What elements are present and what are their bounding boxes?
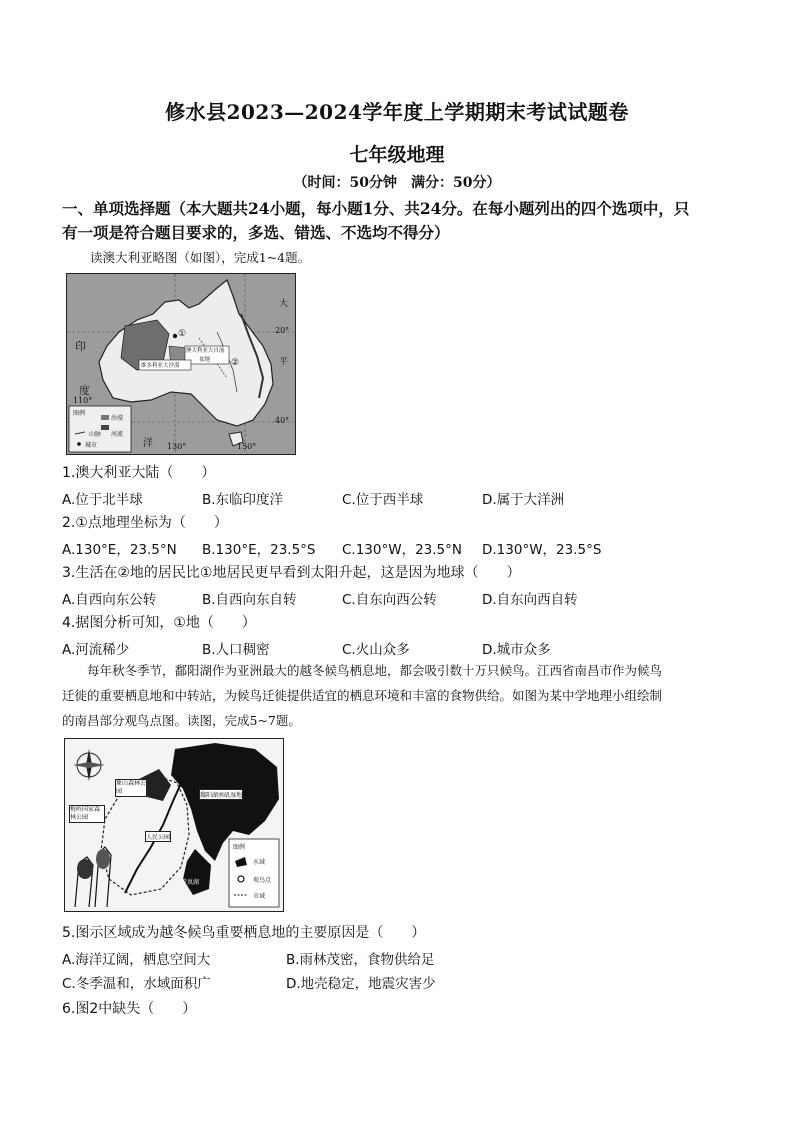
map-label-ocean-e2: 平	[279, 357, 289, 367]
exam-meta: （时间：50分钟 满分：50分）	[293, 175, 501, 191]
q4-option-d[interactable]: D.城市众多	[482, 642, 551, 658]
map-legend-title: 图例	[73, 410, 86, 417]
question-3-options	[62, 588, 742, 608]
q1-option-a[interactable]: A.位于北半球	[62, 492, 143, 508]
map-box-basin-1: 澳大利亚大自流	[186, 348, 225, 354]
question-1-stem: 1.澳大利亚大陆（ ）	[62, 465, 216, 481]
map-label-ocean-w2: 度	[79, 384, 90, 397]
map-label-lat20: 20°	[275, 326, 290, 335]
exam-subtitle: 七年级地理	[349, 144, 445, 166]
question-5-options-row1	[62, 948, 742, 968]
map-legend-river: 河流	[111, 431, 124, 438]
exam-title: 修水县2023—2024学年度上学期期末考试试题卷	[165, 100, 629, 124]
q2-option-b[interactable]: B.130°E，23.5°S	[202, 542, 316, 558]
map-box-desert: 维多利亚大沙漠	[141, 363, 180, 369]
q5-option-a[interactable]: A.海洋辽阔，栖息空间大	[62, 952, 211, 968]
map-label-lon110: 110°	[73, 396, 93, 405]
passage-line-1: 每年秋冬季节，鄱阳湖作为亚洲最大的越冬候鸟栖息地，都会吸引数十万只候鸟。江西省南昌市作为候鸟	[87, 663, 663, 678]
q3-option-a[interactable]: A.自西向东公转	[62, 592, 157, 608]
map-legend-desert: 沙漠	[111, 415, 124, 422]
map2-label-renmin: 人民公园	[145, 831, 171, 842]
q1-option-b[interactable]: B.东临印度洋	[202, 492, 284, 508]
map-box-basin-2: 盆地	[199, 357, 211, 363]
map2-legend-city: 市域	[253, 893, 266, 900]
q5-option-d[interactable]: D.地壳稳定，地震灾害少	[286, 976, 436, 992]
figure1-intro: 读澳大利亚略图（如图），完成1~4题。	[90, 250, 311, 265]
question-5-stem: 5.图示区域成为越冬候鸟重要栖息地的主要原因是（ ）	[62, 925, 426, 941]
map-point-1: ①	[178, 329, 187, 339]
map-legend-city: 城市	[85, 442, 98, 449]
q1-option-d[interactable]: D.属于大洋洲	[482, 492, 565, 508]
section-heading-line2: 有一项是符合题目要求的，多选、错选、不选均不得分）	[62, 223, 450, 242]
question-1-options	[62, 488, 742, 508]
map-label-lat40: 40°	[275, 416, 290, 425]
q3-option-b[interactable]: B.自西向东自转	[202, 592, 297, 608]
question-6-stem: 6.图2中缺失（ ）	[62, 1001, 197, 1017]
passage-line-2: 迁徙的重要栖息地和中转站，为候鸟迁徙提供适宜的栖息环境和丰富的食物供给。如图为某中学地理小组绘制	[62, 688, 663, 703]
question-2-stem: 2.①点地理坐标为（ ）	[62, 515, 228, 531]
q3-option-c[interactable]: C.自东向西公转	[342, 592, 437, 608]
q2-option-d[interactable]: D.130°W，23.5°S	[482, 542, 602, 558]
map2-label-meiling: 梅岭国家森林公园	[69, 805, 105, 823]
map2-legend-birdpoint: 观鸟点	[253, 877, 272, 884]
australia-map-svg	[67, 274, 295, 454]
map-label-ocean-s: 洋	[143, 438, 153, 449]
q4-option-a[interactable]: A.河流稀少	[62, 642, 130, 658]
q4-option-b[interactable]: B.人口稠密	[202, 642, 270, 658]
q5-option-b[interactable]: B.雨林茂密，食物供给足	[286, 952, 435, 968]
map-label-lon150: 150°	[237, 442, 257, 451]
question-2-options	[62, 538, 742, 558]
australia-map	[66, 273, 296, 455]
map2-legend-title: 图例	[233, 844, 246, 851]
map-point-2: ②	[231, 358, 240, 368]
q3-option-d[interactable]: D.自东向西自转	[482, 592, 578, 608]
map2-label-nanji: 鄱阳湖南矶湿地	[199, 789, 243, 800]
map-label-lon130: 130°	[167, 442, 187, 451]
map2-label-qinglan: 青岚湖	[181, 879, 200, 886]
question-4-stem: 4.据图分析可知，①地（ ）	[62, 615, 256, 631]
question-4-options	[62, 638, 742, 658]
q1-option-c[interactable]: C.位于西半球	[342, 492, 424, 508]
nanchang-map-svg	[65, 739, 283, 911]
nanchang-birdwatch-map	[64, 738, 284, 912]
map-label-ocean-e1: 大	[279, 299, 289, 309]
map-label-ocean-w1: 印	[75, 340, 86, 353]
q4-option-c[interactable]: C.火山众多	[342, 642, 410, 658]
q2-option-a[interactable]: A.130°E，23.5°N	[62, 542, 177, 558]
map2-label-xiangshan: 象山森林公园	[116, 780, 147, 795]
q5-option-c[interactable]: C.冬季温和，水域面积广	[62, 976, 211, 992]
question-5-options-row2	[62, 972, 742, 992]
q2-option-c[interactable]: C.130°W，23.5°N	[342, 542, 462, 558]
question-3-stem: 3.生活在②地的居民比①地居民更早看到太阳升起，这是因为地球（ ）	[62, 565, 521, 581]
section-heading-line1: 一、单项选择题（本大题共24小题，每小题1分、共24分。在每小题列出的四个选项中，只	[62, 199, 690, 218]
map2-legend-water: 水域	[253, 859, 266, 866]
passage-line-3: 的南昌部分观鸟点图。读图，完成5~7题。	[62, 713, 301, 728]
map-legend-mountain: 山脉	[89, 431, 102, 438]
